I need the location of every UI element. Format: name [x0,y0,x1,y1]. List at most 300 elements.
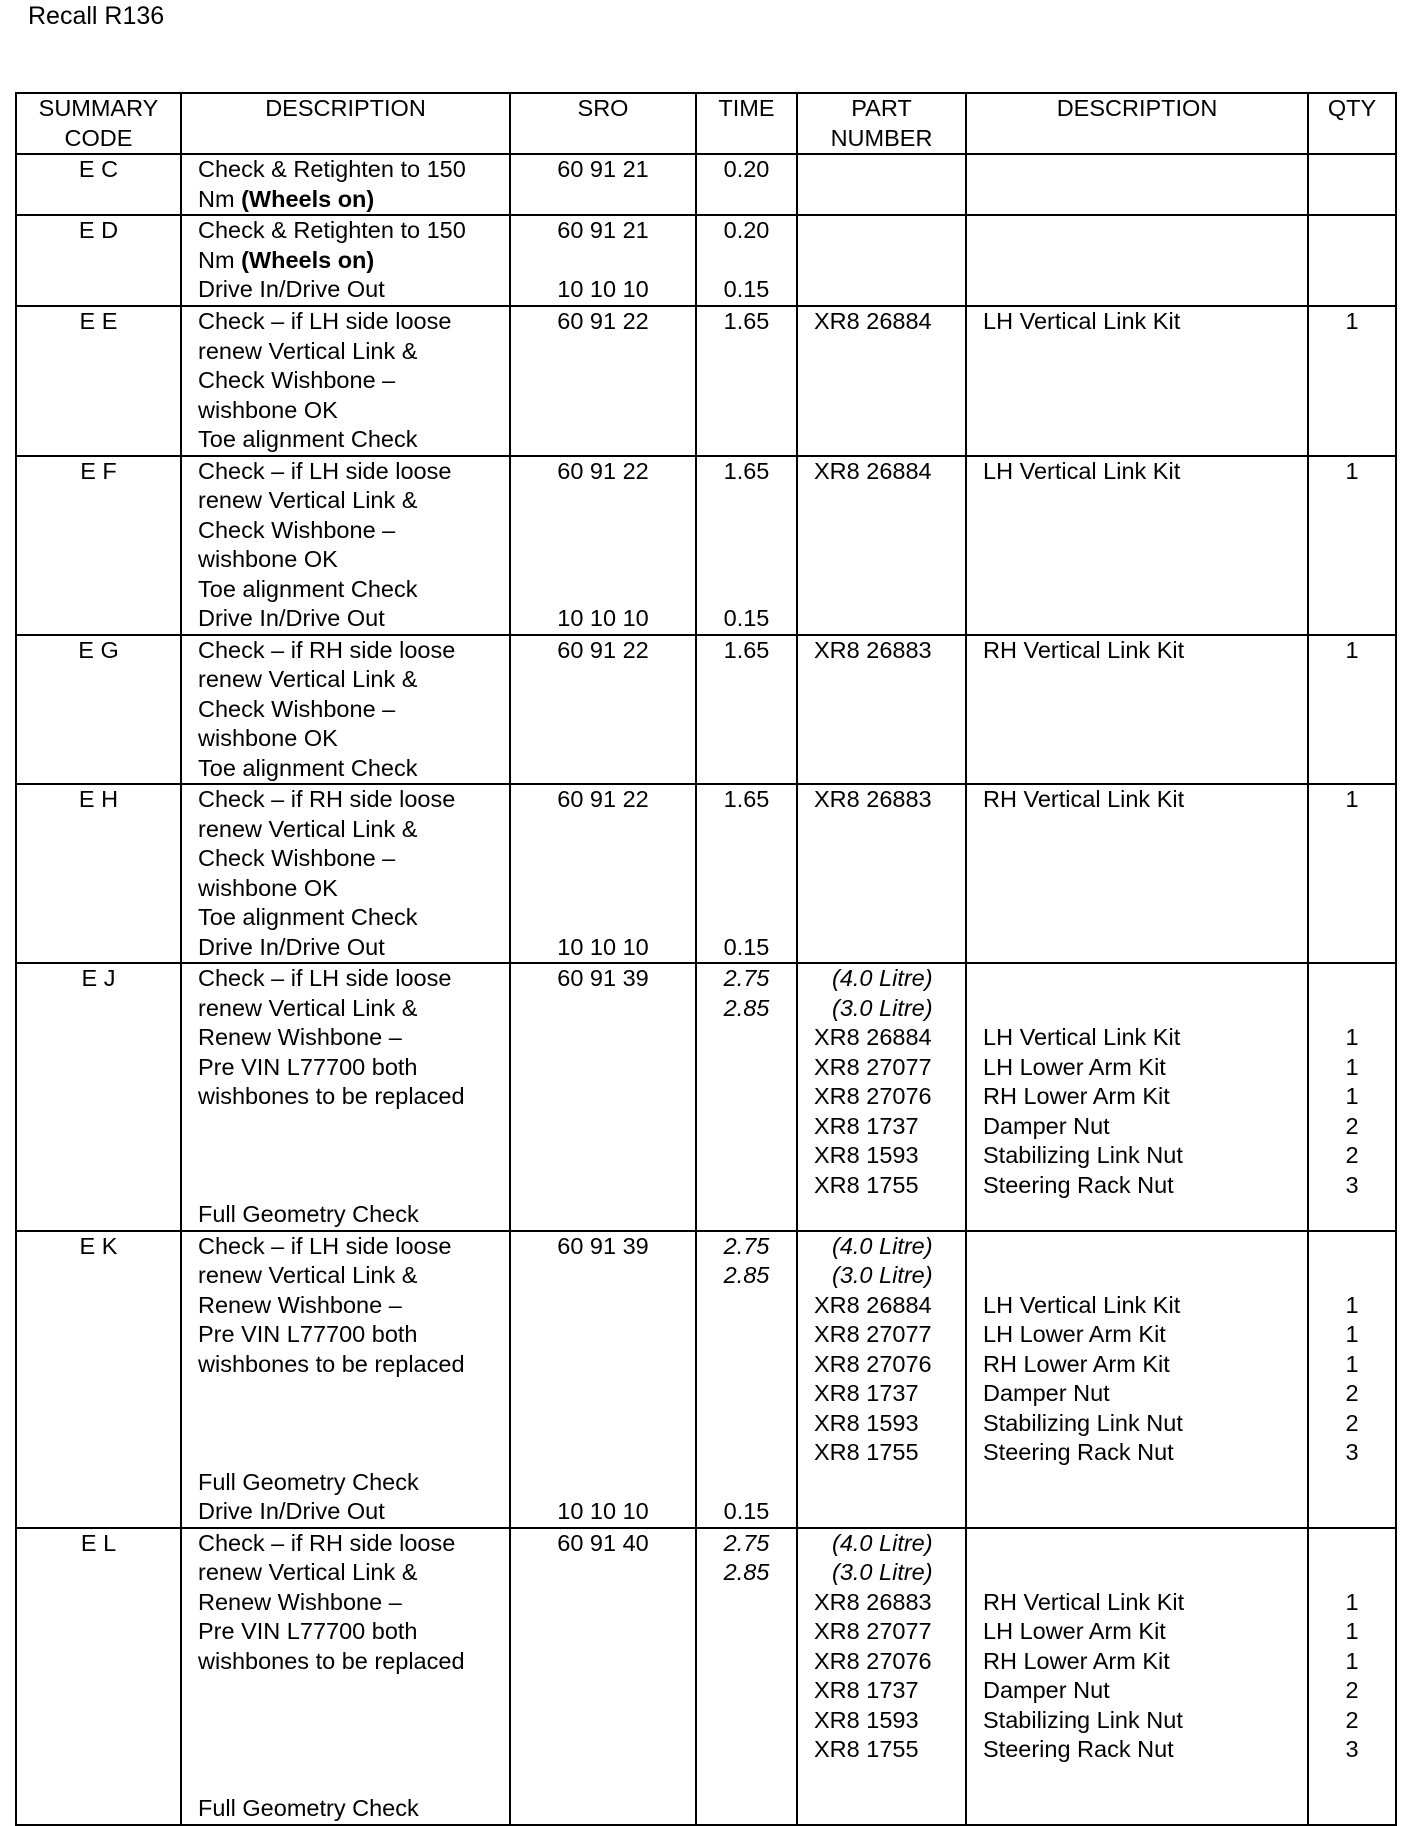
part-description: Damper Nut [983,1677,1110,1703]
part-description: RH Lower Arm Kit [983,1083,1170,1109]
summary-code: E C [16,154,181,215]
engine-variant-note: (3.0 Litre) [832,1262,933,1288]
qty-cell [1308,963,1396,1231]
quantity: 2 [1345,1112,1359,1139]
description-text: Nm [198,185,242,212]
description-text: Check Wishbone – [198,845,396,871]
description-text: renew Vertical Link & [198,994,418,1021]
sro-value: 60 91 22 [557,308,649,334]
description-line [198,425,501,455]
time-value: 1.65 [723,786,770,812]
part-description: RH Vertical Link Kit [983,786,1185,812]
description-cell [181,635,510,785]
part-number-cell [797,456,966,635]
quantity: 1 [1345,1024,1359,1050]
part-number-cell [797,784,966,963]
description-line [198,964,501,994]
sro-value: 10 10 10 [557,933,649,960]
part-number: XR8 27077 [814,1321,932,1347]
qty-cell [1308,154,1396,215]
description-line [198,575,501,605]
engine-variant-note: (3.0 Litre) [832,1559,933,1585]
description-text: Full Geometry Check [198,1201,419,1227]
description-bold-text: (Wheels on) [241,246,375,273]
sro-value [511,246,695,276]
description-text: Nm [198,246,242,273]
description-text: Pre VIN L77700 both [198,1618,418,1644]
quantity: 1 [1345,308,1359,334]
part-number: XR8 1593 [814,1706,919,1733]
part-number: XR8 1593 [814,1409,919,1436]
description-line [198,516,501,546]
header-part-number: PART NUMBER [797,93,966,154]
engine-variant-note: (4.0 Litre) [832,1232,933,1259]
description-line [198,1261,501,1291]
summary-code: E F [16,456,181,635]
description-text: renew Vertical Link & [198,487,418,513]
table-row [16,154,1396,215]
part-number: XR8 1737 [814,1112,919,1139]
description-line [198,636,501,666]
description-text: Pre VIN L77700 both [198,1321,418,1347]
part-number-cell [797,1528,966,1825]
part-description-cell [966,1528,1308,1825]
quantity: 1 [1345,1350,1359,1377]
description-line [198,1232,501,1262]
part-number: XR8 1755 [814,1736,919,1762]
table-row [16,963,1396,1231]
description-line [198,545,501,575]
part-description: Stabilizing Link Nut [983,1409,1183,1436]
part-description: LH Vertical Link Kit [983,308,1181,334]
description-text: Drive In/Drive Out [198,933,385,960]
sro-value [511,1438,695,1468]
description-text: Drive In/Drive Out [198,1498,385,1524]
description-line [198,457,501,487]
time-value: 0.20 [723,156,770,182]
table-row [16,456,1396,635]
part-number-cell [797,215,966,306]
quantity: 2 [1345,1706,1359,1733]
quantity: 1 [1345,1321,1359,1347]
qty-cell [1308,635,1396,785]
part-number: XR8 27076 [814,1350,932,1377]
part-description-cell [966,635,1308,785]
quantity: 2 [1345,1409,1359,1436]
description-line [198,275,501,305]
sro-value [511,1379,695,1409]
time-cell [696,306,797,456]
time-value: 2.75 [723,965,770,991]
part-number: XR8 26883 [814,786,932,812]
description-text: renew Vertical Link & [198,666,418,692]
description-line [198,1794,501,1824]
part-description-cell [966,784,1308,963]
summary-code: E E [16,306,181,456]
description-cell [181,963,510,1231]
sro-cell [510,456,696,635]
description-text: Drive In/Drive Out [198,605,385,631]
time-value [697,246,796,276]
part-number: XR8 26884 [814,457,932,484]
sro-cell [510,963,696,1231]
description-line [198,1558,501,1588]
description-line [198,1200,501,1230]
time-value: 0.15 [723,276,770,302]
time-cell [696,215,797,306]
time-cell [696,1231,797,1528]
sro-value [511,844,695,874]
sro-value [511,516,695,546]
description-line [198,486,501,516]
description-text: wishbones to be replaced [198,1647,465,1674]
engine-variant-note: (4.0 Litre) [832,965,933,991]
description-text: Check – if LH side loose [198,457,452,484]
time-value: 1.65 [723,457,770,484]
sro-value: 60 91 21 [557,217,649,243]
description-text: Check & Retighten to 150 [198,156,466,182]
quantity: 1 [1345,1053,1359,1080]
sro-cell [510,635,696,785]
part-number: XR8 1593 [814,1142,919,1168]
description-line [198,366,501,396]
qty-cell [1308,784,1396,963]
engine-variant-note: (4.0 Litre) [832,1529,933,1556]
description-text: Drive In/Drive Out [198,276,385,302]
sro-value [511,1350,695,1380]
part-description: Stabilizing Link Nut [983,1142,1183,1168]
sro-value [511,545,695,575]
part-description-cell [966,154,1308,215]
time-value [697,575,796,605]
table-row [16,1528,1396,1825]
qty-cell [1308,456,1396,635]
part-description-cell [966,963,1308,1231]
quantity: 1 [1345,1083,1359,1109]
description-text: wishbone OK [198,874,338,901]
header-part-description: DESCRIPTION [966,93,1308,154]
description-text: Renew Wishbone – [198,1291,402,1318]
sro-value [511,874,695,904]
description-text: Check Wishbone – [198,516,396,543]
qty-cell [1308,1528,1396,1825]
sro-cell [510,154,696,215]
time-value: 0.15 [723,605,770,631]
part-description: LH Lower Arm Kit [983,1053,1166,1080]
time-value [697,516,796,546]
description-line [198,724,501,754]
time-value: 2.85 [723,994,770,1021]
description-line [198,1320,501,1350]
part-description: Damper Nut [983,1380,1110,1406]
description-line [198,1438,501,1468]
description-text: Toe alignment Check [198,904,418,930]
part-description: LH Vertical Link Kit [983,457,1181,484]
description-line [198,307,501,337]
description-cell [181,215,510,306]
part-description: RH Vertical Link Kit [983,1588,1185,1615]
description-line [198,695,501,725]
description-line [198,1379,501,1409]
part-number-cell [797,963,966,1231]
header-time: TIME [696,93,797,154]
description-text: Check Wishbone – [198,367,396,393]
description-line [198,1529,501,1559]
summary-code: E H [16,784,181,963]
part-description: Damper Nut [983,1112,1110,1139]
description-line [198,1497,501,1527]
table-row [16,215,1396,306]
part-description-cell [966,306,1308,456]
sro-value: 60 91 22 [557,457,649,484]
table-row [16,784,1396,963]
description-line [198,155,501,185]
header-description: DESCRIPTION [181,93,510,154]
part-number: XR8 1755 [814,1171,919,1198]
document-title: Recall R136 [28,2,165,30]
description-text: wishbones to be replaced [198,1083,465,1109]
summary-code: E J [16,963,181,1231]
sro-cell [510,784,696,963]
part-number: XR8 26883 [814,1588,932,1615]
description-text: Toe alignment Check [198,575,418,602]
part-number: XR8 1737 [814,1677,919,1703]
header-qty: QTY [1308,93,1396,154]
description-line [198,246,501,276]
time-value: 1.65 [723,308,770,334]
part-description: LH Vertical Link Kit [983,1024,1181,1050]
part-number: XR8 26884 [814,308,932,334]
description-line [198,1141,501,1171]
quantity: 3 [1345,1736,1359,1762]
description-line [198,216,501,246]
quantity: 2 [1345,1677,1359,1703]
part-number: XR8 27076 [814,1647,932,1674]
sro-value: 10 10 10 [557,276,649,302]
summary-code: E G [16,635,181,785]
quantity: 1 [1345,457,1359,484]
description-line [198,665,501,695]
quantity: 1 [1345,1291,1359,1318]
description-text: Check Wishbone – [198,695,396,722]
sro-value [511,1320,695,1350]
description-line [198,933,501,963]
description-text: Full Geometry Check [198,1468,419,1495]
description-line [198,1023,501,1053]
description-line [198,1765,501,1795]
description-text: wishbone OK [198,396,338,423]
sro-value [511,815,695,845]
description-text: renew Vertical Link & [198,337,418,364]
time-cell [696,963,797,1231]
part-number: XR8 26884 [814,1291,932,1318]
description-text: Check – if RH side loose [198,1529,456,1556]
description-text: Renew Wishbone – [198,1588,402,1615]
description-text: Check & Retighten to 150 [198,217,466,243]
time-value [697,1350,796,1380]
time-value: 1.65 [723,636,770,663]
recall-table [15,92,1397,1826]
sro-value: 60 91 39 [557,965,649,991]
description-text: Pre VIN L77700 both [198,1053,418,1080]
quantity: 2 [1345,1142,1359,1168]
part-description: Steering Rack Nut [983,1439,1174,1465]
description-text: Renew Wishbone – [198,1024,402,1050]
description-line [198,1112,501,1142]
description-text: renew Vertical Link & [198,815,418,842]
part-description: Steering Rack Nut [983,1736,1174,1762]
description-cell [181,154,510,215]
description-cell [181,1528,510,1825]
time-cell [696,1528,797,1825]
description-line [198,1676,501,1706]
part-description: LH Lower Arm Kit [983,1618,1166,1644]
sro-value [511,903,695,933]
sro-value: 60 91 22 [557,636,649,663]
quantity: 2 [1345,1380,1359,1406]
description-cell [181,1231,510,1528]
time-cell [696,784,797,963]
description-line [198,815,501,845]
part-description: RH Lower Arm Kit [983,1647,1170,1674]
description-line [198,1735,501,1765]
quantity: 3 [1345,1439,1359,1465]
summary-code: E D [16,215,181,306]
description-line [198,785,501,815]
description-text: Check – if LH side loose [198,965,452,991]
qty-cell [1308,306,1396,456]
description-cell [181,456,510,635]
description-text: wishbones to be replaced [198,1350,465,1377]
summary-code: E L [16,1528,181,1825]
time-value [697,1468,796,1498]
time-value [697,1291,796,1321]
part-number: XR8 1737 [814,1380,919,1406]
sro-cell [510,1528,696,1825]
sro-value [511,1468,695,1498]
part-number-cell [797,306,966,456]
description-line [198,1588,501,1618]
time-value: 2.85 [723,1559,770,1585]
part-description: LH Lower Arm Kit [983,1321,1166,1347]
description-line [198,903,501,933]
quantity: 3 [1345,1171,1359,1198]
description-line [198,754,501,784]
description-line [198,1409,501,1439]
time-value: 2.85 [723,1262,770,1288]
description-text: Toe alignment Check [198,426,418,452]
time-value: 0.15 [723,933,770,960]
description-bold-text: (Wheels on) [241,185,375,212]
time-value [697,844,796,874]
description-line [198,396,501,426]
sro-cell [510,306,696,456]
quantity: 1 [1345,1647,1359,1674]
time-cell [696,154,797,215]
description-line [198,337,501,367]
part-description: Stabilizing Link Nut [983,1706,1183,1733]
quantity: 1 [1345,786,1359,812]
description-text: renew Vertical Link & [198,1559,418,1585]
sro-cell [510,1231,696,1528]
sro-value: 60 91 22 [557,786,649,812]
description-line [198,874,501,904]
part-description-cell [966,456,1308,635]
part-number: XR8 26884 [814,1024,932,1050]
part-number-cell [797,1231,966,1528]
time-value [697,1379,796,1409]
summary-code: E K [16,1231,181,1528]
sro-value: 60 91 21 [557,156,649,182]
description-line [198,1291,501,1321]
quantity: 1 [1345,636,1359,663]
description-cell [181,306,510,456]
description-line [198,604,501,634]
part-number-cell [797,154,966,215]
sro-value [511,1291,695,1321]
description-text: Toe alignment Check [198,754,418,781]
header-summary-code: SUMMARY CODE [16,93,181,154]
table-body [16,154,1396,1825]
time-cell [696,635,797,785]
table-row [16,306,1396,456]
description-line [198,185,501,215]
part-number: XR8 27077 [814,1053,932,1080]
time-value [697,1320,796,1350]
qty-cell [1308,1231,1396,1528]
part-description: Steering Rack Nut [983,1171,1174,1198]
quantity: 1 [1345,1588,1359,1615]
sro-value [511,1261,695,1291]
description-text: Check – if LH side loose [198,308,452,334]
time-value: 2.75 [723,1529,770,1556]
sro-value: 60 91 39 [557,1232,649,1259]
description-line [198,1617,501,1647]
part-number: XR8 26883 [814,636,932,663]
header-sro: SRO [510,93,696,154]
time-value [697,1409,796,1439]
description-text: wishbone OK [198,546,338,572]
sro-value: 60 91 40 [557,1529,649,1556]
description-line [198,1350,501,1380]
quantity: 1 [1345,1618,1359,1644]
sro-value: 10 10 10 [557,605,649,631]
sro-value: 10 10 10 [557,1498,649,1524]
time-value [697,1438,796,1468]
part-number: XR8 27076 [814,1083,932,1109]
description-text: Check – if RH side loose [198,786,456,812]
qty-cell [1308,215,1396,306]
description-text: wishbone OK [198,725,338,751]
description-line [198,1706,501,1736]
time-value [697,903,796,933]
part-description: RH Lower Arm Kit [983,1350,1170,1377]
description-line [198,1082,501,1112]
description-line [198,1468,501,1498]
sro-value [511,486,695,516]
description-text: Check – if LH side loose [198,1232,452,1259]
table-row [16,1231,1396,1528]
time-value: 0.20 [723,217,770,243]
description-text: Check – if RH side loose [198,636,456,663]
part-number-cell [797,635,966,785]
header-row [16,93,1396,154]
time-value [697,545,796,575]
part-description: RH Vertical Link Kit [983,636,1185,663]
part-description-cell [966,215,1308,306]
description-line [198,1171,501,1201]
sro-cell [510,215,696,306]
